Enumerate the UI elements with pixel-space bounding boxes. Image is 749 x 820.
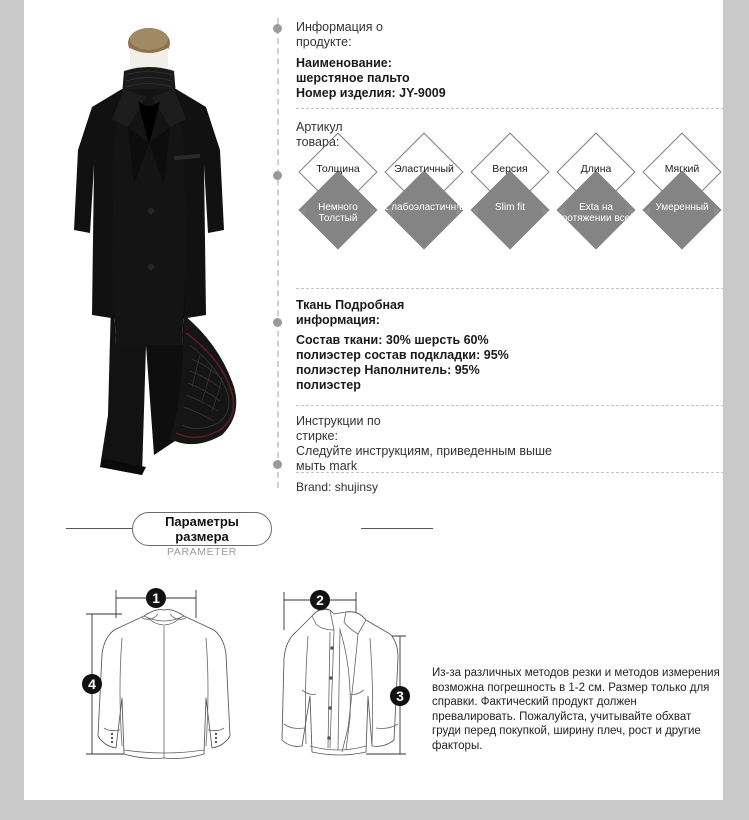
attribute-thickness xyxy=(296,142,380,270)
brand-block xyxy=(296,480,716,495)
attribute-value: Немного Толстый xyxy=(318,202,358,224)
size-marker-3: 3 xyxy=(396,688,404,704)
jacket-open-diagram xyxy=(254,578,434,778)
attribute-version xyxy=(468,142,552,270)
jacket-front-diagram xyxy=(74,578,254,778)
attribute-value: Exta на протяжении всей xyxy=(556,202,636,224)
size-diagram-section xyxy=(24,578,723,800)
size-marker-2: 2 xyxy=(316,592,324,608)
attribute-label: Эластичный xyxy=(394,163,454,175)
attribute-label: Длина xyxy=(580,163,612,175)
arrow-left-icon xyxy=(558,207,564,215)
arrow-right-icon xyxy=(542,207,548,215)
product-info-block xyxy=(296,20,716,101)
product-name-value: шерстяное пальто xyxy=(296,71,410,85)
measurement-disclaimer: Из-за различных методов резки и методов измерения возможна погрешность в 1-2 см. Размер только для справки. Фактический продукт должен превалировать. Пожалуйста, учитывайте обхват груди перед покупкой, ширину плеч, рост и другие факторы. xyxy=(432,667,720,752)
fabric-title-line1: Ткань Подробная xyxy=(296,298,405,312)
attribute-value: Slim fit xyxy=(495,202,525,213)
fabric-composition: Состав ткани: 30% шерсть 60% полиэстер состав подкладки: 95% полиэстер Наполнитель: 95% полиэстер xyxy=(296,333,509,392)
section-separator xyxy=(296,108,724,109)
banner-title-line1: Параметры xyxy=(165,514,239,529)
article-label-line1: Артикул xyxy=(296,120,343,134)
arrow-left-icon xyxy=(300,207,306,215)
arrow-right-icon xyxy=(456,207,462,215)
attribute-label: Толщина xyxy=(316,163,360,175)
fabric-details-block xyxy=(296,298,546,393)
section-separator xyxy=(296,288,724,289)
care-title-line2: стирке: xyxy=(296,429,338,443)
care-instructions-block xyxy=(296,414,556,474)
timeline-dot xyxy=(273,460,282,469)
brand-name: Brand: shujinsy xyxy=(296,480,379,494)
timeline-dot xyxy=(273,171,282,180)
care-instructions-text: Следуйте инструкциям, приведенным выше мыть mark xyxy=(296,444,552,473)
product-info-section xyxy=(24,0,723,505)
arrow-right-icon xyxy=(628,207,634,215)
attribute-elasticity xyxy=(382,142,466,270)
banner-title xyxy=(132,514,272,544)
attribute-label: Версия xyxy=(492,163,528,175)
product-name-label: Наименование: xyxy=(296,56,392,70)
banner-rule-left xyxy=(66,528,138,529)
product-info-label-line1: Информация о xyxy=(296,20,383,34)
section-separator xyxy=(296,472,724,473)
size-parameter-banner xyxy=(24,508,723,570)
banner-title-line2: размера xyxy=(175,529,229,544)
product-photo[interactable] xyxy=(34,15,264,495)
timeline-dot xyxy=(273,24,282,33)
wool-coat-illustration xyxy=(34,15,264,495)
arrow-right-icon xyxy=(714,207,720,215)
attribute-value: Слабоэластичная xyxy=(384,202,468,213)
attribute-softness xyxy=(640,142,724,270)
product-item-number: Номер изделия: JY-9009 xyxy=(296,86,446,100)
attribute-length xyxy=(554,142,638,270)
attribute-diamond-row xyxy=(296,142,724,272)
product-info-label-line2: продукте: xyxy=(296,35,352,49)
arrow-right-icon xyxy=(370,207,376,215)
article-label-line2: товара: xyxy=(296,135,340,149)
size-marker-1: 1 xyxy=(152,590,160,606)
size-marker-4: 4 xyxy=(88,676,96,692)
content-sheet xyxy=(24,0,723,800)
arrow-left-icon xyxy=(472,207,478,215)
care-title-line1: Инструкции по xyxy=(296,414,381,428)
timeline-dashed-line xyxy=(277,18,279,488)
section-separator xyxy=(296,405,724,406)
arrow-left-icon xyxy=(386,207,392,215)
arrow-left-icon xyxy=(644,207,650,215)
banner-subtitle: PARAMETER xyxy=(167,546,237,558)
attribute-label: Мягкий xyxy=(664,163,700,175)
timeline-dot xyxy=(273,318,282,327)
attribute-value: Умеренный xyxy=(655,202,709,213)
fabric-title-line2: информация: xyxy=(296,313,380,327)
banner-rule-right xyxy=(361,528,433,529)
